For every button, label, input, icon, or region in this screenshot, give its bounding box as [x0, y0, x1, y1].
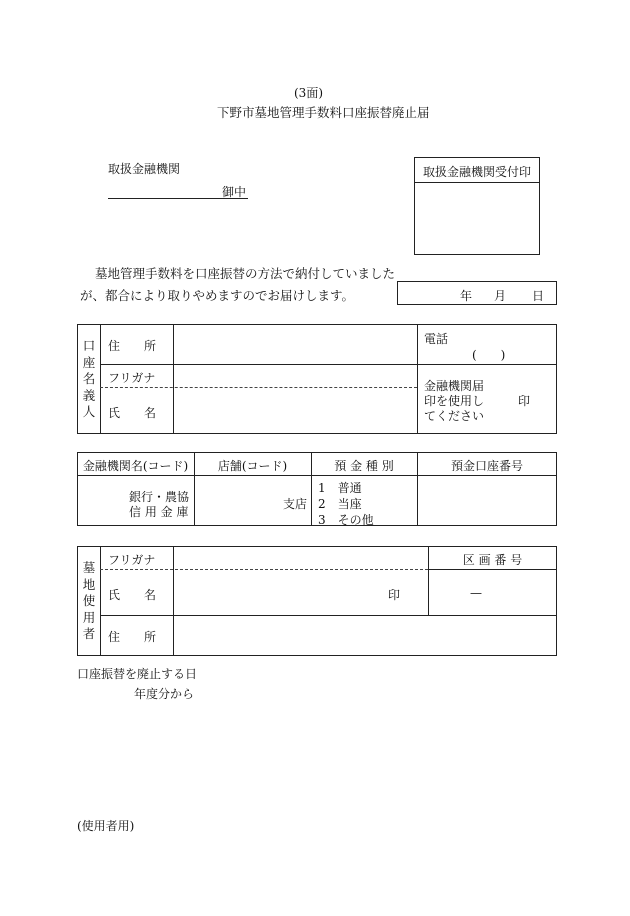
holder-name-field[interactable] [175, 389, 415, 432]
deposit-type-ordinary[interactable]: 1 普通 [318, 481, 362, 495]
cancel-date-label: 口座振替を廃止する日 [77, 667, 198, 681]
account-holder-section-label: 口座名義人 [82, 338, 96, 419]
cemetery-label-divider [173, 546, 174, 656]
cemetery-furigana-dashed-line [100, 569, 428, 570]
deposit-type-other[interactable]: 3 その他 [318, 513, 374, 527]
cemetery-user-section-label: 墓地使用者 [82, 560, 96, 641]
header-bank-name: 金融機関名(コード) [82, 459, 189, 473]
user-address-label: 住 所 [108, 630, 157, 644]
header-deposit-type: 預 金 種 別 [334, 459, 394, 473]
user-furigana-field[interactable] [175, 548, 426, 568]
holder-address-label: 住 所 [108, 339, 157, 353]
user-address-field[interactable] [175, 617, 555, 654]
branch-suffix: 支店 [283, 497, 308, 511]
holder-furigana-field[interactable] [175, 366, 415, 386]
intro-line-2: が、都合により取りやめますのでお届けします。 [80, 288, 355, 303]
date-day-label: 日 [532, 289, 545, 303]
account-holder-col-divider [100, 324, 101, 434]
header-account-number: 預金口座番号 [450, 459, 523, 473]
user-furigana-label: フリガナ [108, 553, 156, 567]
bank-types-line-2: 信 用 金 庫 [129, 505, 189, 519]
intro-line-1: 墓地管理手数料を口座振替の方法で納付していました [95, 266, 396, 281]
cancel-date-value[interactable]: 年度分から [134, 687, 195, 701]
holder-furigana-label: フリガナ [108, 371, 156, 385]
deposit-type-current[interactable]: 2 当座 [318, 497, 362, 511]
institution-name-line[interactable] [108, 198, 248, 199]
section-number-header-divider [428, 569, 557, 570]
seal-note-line-3: てください [424, 409, 485, 423]
institution-label: 取扱金融機関 [108, 162, 181, 176]
account-holder-label-divider [173, 324, 174, 434]
holder-address-field[interactable] [175, 326, 415, 362]
account-number-field[interactable] [419, 477, 555, 524]
user-seal-mark: 印 [388, 588, 401, 602]
phone-row-divider [417, 364, 557, 365]
seal-note-line-1: 金融機関届 [424, 379, 485, 393]
stamp-box-divider [414, 182, 540, 183]
date-month-label: 月 [494, 289, 507, 303]
account-holder-phone-divider [417, 324, 418, 434]
bank-types-line-1: 銀行・農協 [129, 490, 190, 504]
holder-seal-mark: 印 [518, 394, 531, 408]
honorific-gochu: 御中 [222, 185, 247, 199]
cemetery-address-divider [100, 615, 557, 616]
furigana-dashed-line [100, 387, 417, 388]
section-number-value[interactable]: — [470, 586, 482, 600]
section-number-label: 区 画 番 号 [462, 553, 523, 567]
seal-note-line-2: 印を使用し [424, 394, 485, 408]
bank-header-divider [77, 475, 557, 476]
date-year-label: 年 [460, 289, 473, 303]
phone-paren[interactable]: ( ) [472, 348, 506, 362]
user-name-label: 氏 名 [108, 588, 157, 602]
cemetery-col-divider [100, 546, 101, 656]
stamp-box-title: 取扱金融機関受付印 [422, 165, 531, 179]
usage-note: (使用者用) [77, 819, 135, 833]
page-label: (3面) [294, 86, 323, 100]
holder-name-label: 氏 名 [108, 406, 157, 420]
header-branch: 店舗(コード) [217, 459, 288, 473]
phone-label: 電話 [424, 332, 449, 346]
form-title: 下野市墓地管理手数料口座振替廃止届 [217, 105, 430, 120]
address-row-divider [100, 364, 417, 365]
